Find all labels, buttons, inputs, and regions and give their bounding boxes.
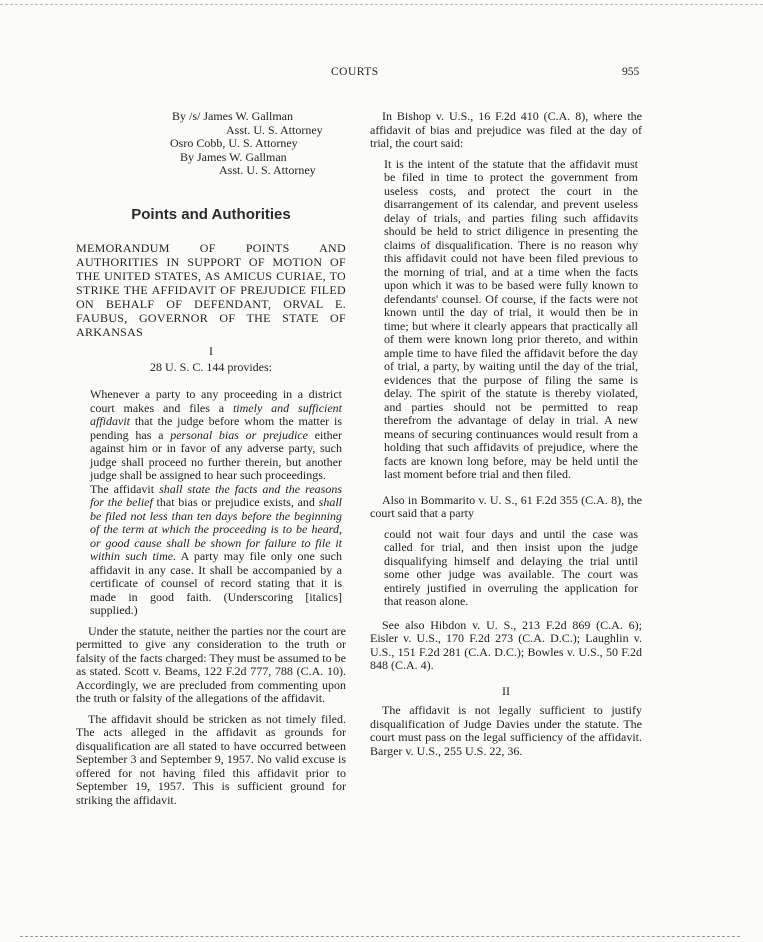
top-scan-edge [0,4,763,5]
section-heading: Points and Authorities [131,205,291,223]
statute-quote-paragraph [90,388,342,483]
body-paragraph: Under the statute, neither the parties nor the court are permitted to give any consideration to the truth or falsity of the facts charged: They must be assumed to be as stated. Scott v. Beams, 122 F.2d 777, 788 (C.A. 10). Accordingly, we are precluded from commenting upon the truth or falsity of the allegations of the affidavit. [76,623,346,705]
statute-quote [76,388,346,618]
body-paragraph: Also in Bommarito v. U. S., 61 F.2d 355 (C.A. 8), the court said that a party [370,492,642,520]
part-numeral: I [209,344,213,358]
text-run: The affidavit [90,481,160,496]
signature-line: By /s/ James W. Gallman [172,109,293,123]
text-run: that bias or prejudice exists, and [152,495,319,509]
italic-run: shall be filed not less than ten days before the beginning of the term at which the proceeding is to be heard, or good cause shall be shown for failure to file it within such time. [90,495,342,563]
italic-run: timely and sufficient affidavit [90,400,343,428]
signature-block [76,110,346,178]
body-paragraph: In Bishop v. U.S., 16 F.2d 410 (C.A. 8), where the affidavit of bias and prejudice was filed at the day of trial, the court said: [370,109,642,150]
part-numeral: II [502,683,510,698]
left-column [76,110,346,814]
signature-line: By James W. Gallman [180,149,287,164]
statute-intro: 28 U. S. C. 144 provides: [149,359,272,374]
running-title: COURTS [331,66,379,78]
text-run: that the judge before whom the matter is pending has a [90,414,342,442]
bottom-scan-edge [20,936,740,937]
page-number: 955 [622,66,640,78]
signature-line: Asst. U. S. Attorney [219,163,316,177]
text-run: A party may file only one such affidavit in any case. It shall be accompanied by a certificate of counsel of record stating that it is made in good faith. (Underscoring [italics] supplied.) [90,549,342,617]
block-quote: It is the intent of the statute that the affidavit must be filed in time to protect the government from useless costs, and protect the court in the disarrangement of its calendar, and prevent useless delay of trials, and parties filing such affidavits should be held to strict diligence in presenting the claims of disqualification. There is no reason why this affidavit could not have been filed previous to the morning of trial, and at a time when the facts upon which it was to be based were fully known to defendants' counsel. Of course, if the facts were not known until the day of trial, it would then be in time; but where it clearly appears that practically all of them were known long prior thereto, and within ample time to have filed the affidavit before the day of trial, a party, by waiting until the day of the trial, evidences that the purpose of filing the same is delay. The spirit of the statute is thereby violated, and parties should not be permitted to reap therefrom the advantage of delay in trial. A new means of securing continuances would result from a holding that such affidavits of prejudice, where the facts are known long before, may be held until the last moment before trial and then filed. [384,156,638,481]
statute-quote-paragraph [90,483,342,618]
body-paragraph: The affidavit is not legally sufficient to justify disqualification of Judge Davies under the statute. The court must pass on the legal sufficiency of the affidavit. Barger v. U.S., 255 U.S. 22, 36. [370,703,642,758]
italic-run: shall state the facts and the reasons for the belief [90,481,342,509]
right-column [370,110,642,765]
signature-line: Asst. U. S. Attorney [226,122,323,137]
text-run: Whenever a party to any proceeding in a district court makes and files a [90,387,342,415]
text-run: either against him or in favor of any adverse party, such judge shall proceed no further therein, but another judge shall be assigned to hear such proceedings. [90,427,342,482]
signature-line: Osro Cobb, U. S. Attorney [170,136,298,150]
italic-run: personal bias or prejudice [170,427,308,442]
body-paragraph: See also Hibdon v. U. S., 213 F.2d 869 (C.A. 6); Eisler v. U.S., 170 F.2d 273 (C.A. D.C.); Laughlin v. U.S., 151 F.2d 281 (C.A. D.C.); Bowles v. U.S., 50 F.2d 848 (C.A. 4). [370,617,642,672]
block-quote: could not wait four days and until the case was called for trial, and then insist upon the judge disqualifying himself and delaying the trial until some other judge was available. The court was entirely justified in overruling the application for that reason alone. [384,526,638,608]
memorandum-title: MEMORANDUM OF POINTS AND AUTHORITIES IN SUPPORT OF MOTION OF THE UNITED STATES, AS AMICUS CURIAE, TO STRIKE THE AFFIDAVIT OF PREJUDICE FILED ON BEHALF OF DEFENDANT, ORVAL E. FAUBUS, GOVERNOR OF THE STATE OF ARKANSAS [76,241,346,339]
body-paragraph: The affidavit should be stricken as not timely filed. The acts alleged in the affidavit as grounds for disqualification are all stated to have occurred between September 3 and September 9, 1957. No valid excuse is offered for not having filed this affidavit prior to September 19, 1957. This is sufficient ground for striking the affidavit. [76,711,346,807]
